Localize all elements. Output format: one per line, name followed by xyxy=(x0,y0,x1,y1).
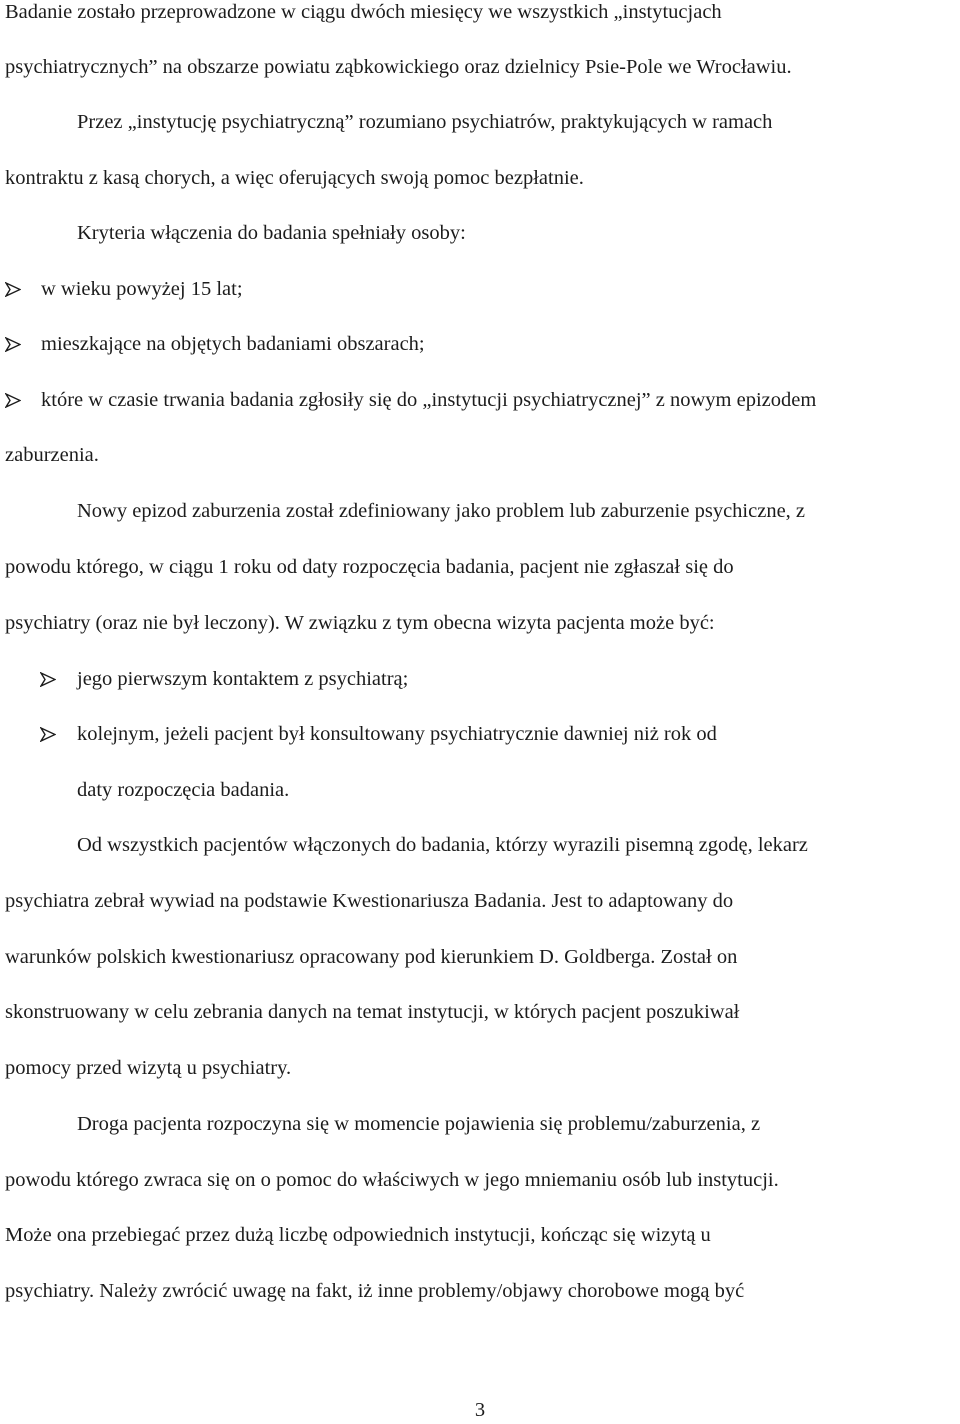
text-line: Nowy epizod zaburzenia został zdefiniowany jako problem lub zaburzenie psychiczne, z xyxy=(77,500,806,522)
bullet-item: kolejnym, jeżeli pacjent był konsultowany psychiatrycznie dawniej niż rok od xyxy=(77,723,717,745)
text-line: Kryteria włączenia do badania spełniały osoby: xyxy=(77,222,466,244)
text-line: powodu którego zwraca się on o pomoc do właściwych w jego mniemaniu osób lub instytucji. xyxy=(5,1169,779,1191)
text-line: zaburzenia. xyxy=(5,444,99,466)
arrowhead-bullet-icon xyxy=(5,386,23,414)
arrowhead-bullet-icon xyxy=(40,665,58,693)
text-line: daty rozpoczęcia badania. xyxy=(77,779,290,801)
text-line: powodu którego, w ciągu 1 roku od daty rozpoczęcia badania, pacjent nie zgłaszał się do xyxy=(5,556,734,578)
bullet-item: w wieku powyżej 15 lat; xyxy=(41,278,243,300)
text-line: psychiatra zebrał wywiad na podstawie Kwestionariusza Badania. Jest to adaptowany do xyxy=(5,890,734,912)
text-line: psychiatry (oraz nie był leczony). W związku z tym obecna wizyta pacjenta może być: xyxy=(5,612,715,634)
bullet-item: które w czasie trwania badania zgłosiły się do „instytucji psychiatrycznej” z nowym epizodem xyxy=(41,389,817,411)
text-line: psychiatry. Należy zwrócić uwagę na fakt, iż inne problemy/objawy chorobowe mogą być xyxy=(5,1280,745,1302)
text-line: Przez „instytucję psychiatryczną” rozumiano psychiatrów, praktykujących w ramach xyxy=(77,111,773,133)
bullet-item: mieszkające na objętych badaniami obszarach; xyxy=(41,333,425,355)
page-number: 3 xyxy=(474,1399,486,1421)
text-line: pomocy przed wizytą u psychiatry. xyxy=(5,1057,292,1079)
text-line: Badanie zostało przeprowadzone w ciągu dwóch miesięcy we wszystkich „instytucjach xyxy=(5,1,722,23)
text-line: psychiatrycznych” na obszarze powiatu ząbkowickiego oraz dzielnicy Psie-Pole we Wrocławiu. xyxy=(5,56,792,78)
text-line: Może ona przebiegać przez dużą liczbę odpowiednich instytucji, kończąc się wizytą u xyxy=(5,1224,711,1246)
text-line: Droga pacjenta rozpoczyna się w momencie pojawienia się problemu/zaburzenia, z xyxy=(77,1113,761,1135)
arrowhead-bullet-icon xyxy=(40,720,58,748)
arrowhead-bullet-icon xyxy=(5,275,23,303)
text-line: skonstruowany w celu zebrania danych na temat instytucji, w których pacjent poszukiwał xyxy=(5,1001,740,1023)
arrowhead-bullet-icon xyxy=(5,330,23,358)
text-line: kontraktu z kasą chorych, a więc oferujących swoją pomoc bezpłatnie. xyxy=(5,167,584,189)
text-line: Od wszystkich pacjentów włączonych do badania, którzy wyrazili pisemną zgodę, lekarz xyxy=(77,834,808,856)
text-line: warunków polskich kwestionariusz opracowany pod kierunkiem D. Goldberga. Został on xyxy=(5,946,738,968)
bullet-item: jego pierwszym kontaktem z psychiatrą; xyxy=(77,668,409,690)
